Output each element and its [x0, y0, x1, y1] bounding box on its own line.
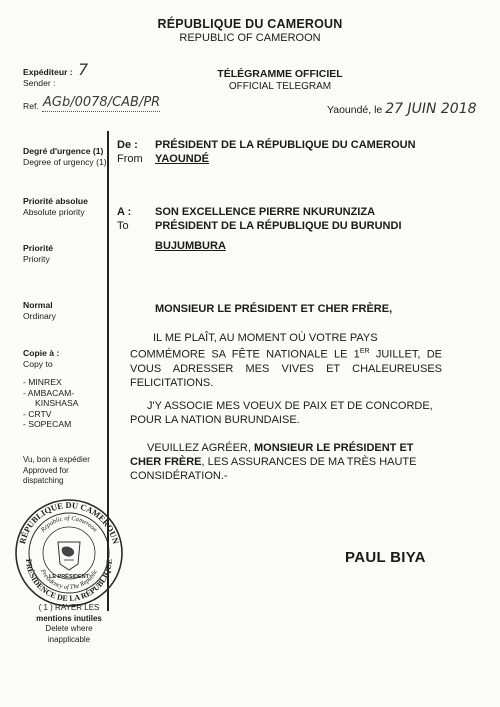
date-stamp: 27 JUIN 2018 [385, 101, 477, 117]
dispatch-approval-label [23, 455, 90, 487]
dispatch-en-2: dispatching [23, 476, 64, 485]
footnote [34, 603, 104, 645]
footnote-line-1: ( 1 ) RAYER LES [38, 603, 100, 612]
date-prefix: Yaoundé, le [327, 104, 383, 116]
to-label-fr: A : [117, 206, 132, 218]
republic-title-en: REPUBLIC OF CAMEROON [179, 32, 321, 44]
seal-outer-bottom-text: PRÉSIDENCE DE LA RÉPUBLIQUE [23, 558, 115, 604]
dispatch-en-1: Approved for [23, 465, 69, 475]
copy-recipient: - MINREX [23, 377, 62, 387]
copy-recipient: KINSHASA [35, 398, 79, 408]
p1-line-1: IL ME PLAÎT, AU MOMENT OÙ VOTRE PAYS [153, 332, 378, 344]
ref-handwritten-value: AGb/0078/CAB/PR [43, 95, 161, 110]
paragraph-1 [130, 331, 442, 390]
priority-fr: Priorité [23, 243, 54, 253]
date-line [327, 101, 477, 117]
dispatch-fr: Vu, bon à expédier [23, 455, 90, 464]
urgency-label [23, 146, 107, 167]
from-line-1: PRÉSIDENT DE LA RÉPUBLIQUE DU CAMEROUN [155, 139, 416, 151]
p3-line-1b: MONSIEUR LE PRÉSIDENT ET [253, 442, 414, 454]
seal-inner-bottom-text: Presidency of The Republic [38, 568, 100, 592]
p3-line-2a: CHER FRÈRE [130, 456, 202, 468]
sender-label-en: Sender : [23, 77, 56, 88]
salutation: MONSIEUR LE PRÉSIDENT ET CHER FRÈRE, [155, 303, 393, 315]
seal-outer-top-text: RÉPUBLIQUE DU CAMEROUN [16, 499, 122, 545]
copy-recipient: - SOPECAM [23, 419, 72, 429]
copy-to-label [23, 348, 59, 369]
copy-recipient: - CRTV [23, 408, 52, 419]
p1-line-2 [130, 345, 442, 362]
from-label-fr: De : [117, 139, 138, 151]
telegram-title-fr: TÉLÉGRAMME OFFICIEL [217, 68, 343, 80]
paragraph-3 [130, 441, 442, 483]
priority-label [23, 243, 53, 264]
p3-line-2 [130, 455, 442, 469]
to-label-en: To [117, 220, 129, 232]
paragraph-2 [130, 399, 442, 427]
seal-inner-top-text: Republic of Cameroon [39, 514, 99, 534]
copy-recipient: - AMBACAM- [23, 387, 75, 398]
p3-line-3: CONSIDÉRATION.- [130, 470, 228, 482]
normal-en: Ordinary [23, 310, 56, 321]
urgency-label-fr: Degré d'urgence (1) [23, 146, 104, 156]
absolute-priority-label [23, 196, 88, 217]
telegram-title-en: OFFICIAL TELEGRAM [228, 81, 332, 92]
urgency-label-en: Degree of urgency (1) [23, 156, 107, 167]
footnote-line-4: inapplicable [47, 634, 91, 644]
republic-title-fr: RÉPUBLIQUE DU CAMEROUN [157, 17, 343, 31]
copy-to-en: Copy to [23, 358, 53, 369]
normal-fr: Normal [23, 300, 53, 310]
ref-label: Ref. [23, 101, 39, 111]
from-line-2: YAOUNDÉ [155, 153, 209, 165]
p2-line-2: POUR LA NATION BURUNDAISE. [130, 414, 300, 426]
to-line-3: BUJUMBURA [155, 240, 226, 252]
footnote-line-3: Delete where [45, 624, 93, 633]
ref-dotted-line [42, 111, 160, 112]
sender-handwritten-value: 7 [78, 60, 89, 79]
priority-en: Priority [23, 253, 50, 264]
p1-line-3: VOUS ADRESSER MES VIVES ET CHALEUREUSES [130, 362, 442, 375]
copy-recipients-list [23, 377, 78, 430]
sender-label [23, 67, 73, 88]
absolute-priority-fr: Priorité absolue [23, 196, 88, 206]
p1-line-2b: JUILLET, DE [369, 348, 442, 361]
p3-line-1a: VEUILLEZ AGRÉER, [147, 442, 254, 454]
seal-center-text: LE PRÉSIDENT [48, 574, 90, 580]
p1-line-4: FELICITATIONS. [130, 376, 214, 389]
copy-to-fr: Copie à : [23, 348, 60, 358]
to-line-1: SON EXCELLENCE PIERRE NKURUNZIZA [155, 206, 376, 218]
normal-label [23, 300, 56, 321]
absolute-priority-en: Absolute priority [23, 206, 85, 217]
seal-emblem-icon [58, 542, 80, 570]
signature-name: PAUL BIYA [345, 549, 426, 566]
to-line-2: PRÉSIDENT DE LA RÉPUBLIQUE DU BURUNDI [155, 220, 402, 232]
presidential-seal [14, 498, 124, 608]
sender-label-fr: Expéditeur : [23, 67, 73, 77]
footnote-line-2: mentions inutiles [36, 613, 102, 623]
p3-line-1 [130, 441, 442, 455]
p1-superscript: ER [359, 348, 370, 355]
p3-line-2b: , LES ASSURANCES DE MA TRÈS HAUTE [201, 456, 417, 468]
p1-line-2a: COMMÉMORE SA FÊTE NATIONALE LE 1 [130, 348, 360, 361]
from-label-en: From [117, 153, 143, 165]
p2-line-1: J'Y ASSOCIE MES VOEUX DE PAIX ET DE CONCORDE, [147, 400, 433, 412]
